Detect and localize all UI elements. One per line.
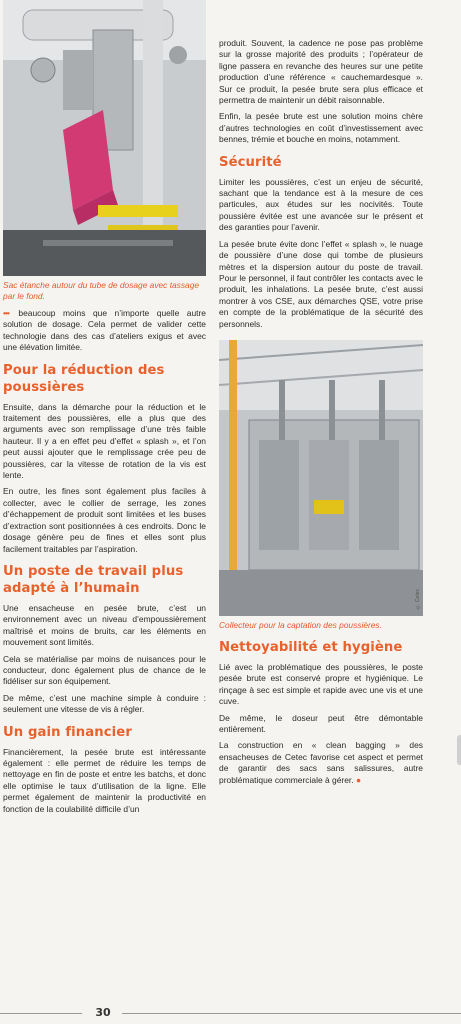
intro-paragraph (3, 308, 206, 354)
page-edge-tab (457, 735, 461, 765)
section-heading: Un poste de travail plus adapté à l’humain (3, 563, 184, 596)
figure-dust-collector-photo (219, 340, 423, 616)
footer-rule-right (122, 1013, 461, 1014)
bagging-machine-illustration (3, 0, 206, 276)
section-heading: Pour la réduction des poussières (3, 362, 165, 395)
paragraph: Lié avec la problématique des poussières, le poste pesée brute est conservé propre et hygiénique. Le rinçage à sec est simple et rapide avec une vis et une cuve. (219, 661, 423, 707)
paragraph: Cela se matérialise par moins de nuisances pour le conducteur, donc également plus de chance de le fidéliser sur son équipement. (3, 653, 206, 687)
paragraph: Une ensacheuse en pesée brute, c’est un environnement avec un niveau d’empoussièrement maîtrisé et moins de bruits, car les éléments en mouvement sont limités. (3, 602, 206, 648)
paragraph: Enfin, la pesée brute est une solution moins chère d’autres technologies en coût d’investissement avec bennes, trémie et bouche en moins, notamment. (219, 111, 423, 145)
photo-credit: © Cetec (198, 249, 204, 270)
paragraph: Limiter les poussières, c’est un enjeu de sécurité, sachant que la tendance est à la mesure de ces particules, aux études sur les nocivités. Toute poussière évitée est une avancée sur le présent et des garanties pour l’avenir. (219, 176, 423, 233)
figure-caption: Sac étanche autour du tube de dosage avec tassage par le fond. (3, 280, 200, 301)
paragraph (219, 740, 423, 786)
page-footer (0, 1006, 461, 1020)
intro-text: beaucoup moins que n’importe quelle autre solution de dosage. Cela permet de valider cette technologie dans des cas d’ateliers exigus et avec une élévation limitée. (3, 308, 206, 353)
paragraph: La pesée brute évite donc l’effet « splash », le nuage de poussière d’une dose qui tombe de plusieurs mètres et la dispersion autour du poste de travail. Pour le personnel, il faut contrôler les contacts avec le produit, les inhalations. La pesée brute, c’est aussi montrer à vos CSE, aux démarches QSE, votre prise en compte de la problématique de la sécurité des personnels. (219, 238, 423, 329)
paragraph: De même, c’est une machine simple à conduire : seulement une vitesse de vis à régler. (3, 692, 206, 715)
paragraph: produit. Souvent, la cadence ne pose pas problème sur la grosse majorité des produits ; l’opérateur de ligne passera en revanche des heures sur une petite production d’une référence « cauchemardesque ». Sur ce produit, la pesée brute sera plus efficace et permettra de maintenir un débit raisonnable. (219, 38, 423, 106)
dust-collector-illustration (219, 340, 423, 616)
page-number: 30 (95, 1006, 111, 1019)
section-heading-hygiene: Nettoyabilité et hygiène (219, 639, 403, 655)
figure-bagging-machine-photo (3, 0, 206, 276)
end-mark-icon: ● (355, 774, 362, 785)
paragraph-text: La construction en « clean bagging » des ensacheuses de Cetec favorise cet aspect et permet de garantir des sacs sans salissures, autre problématique commerciale à gérer. (219, 740, 423, 785)
left-column (3, 0, 206, 820)
continuation-marker: ••• (3, 308, 9, 318)
photo-credit: © Cetec (415, 589, 421, 610)
paragraph: Ensuite, dans la démarche pour la réduction et le traitement des poussières, elle a plus que des arguments avec son remplissage d’une très faible hauteur. Il y a en effet peu d’effet « splash », et l’on peut aussi ajouter que le remplissage crée peu de poussières, car la vitesse de rotation de la vis est lente. (3, 401, 206, 481)
footer-rule-left (0, 1013, 82, 1014)
section-heading: Un gain financier (3, 724, 132, 740)
section-heading-securite: Sécurité (219, 154, 282, 170)
paragraph: De même, le doseur peut être démontable entièrement. (219, 712, 423, 734)
paragraph: En outre, les fines sont également plus faciles à collecter, avec le collier de serrage, les zones d’échappement de produit sont limitées et les buses d’extraction sont positionnées à ces endroits. Donc le dosage génère peu de fines et elles sont plus facilement traitables par l’aspiration. (3, 486, 206, 554)
paragraph: Financièrement, la pesée brute est intéressante également : elle permet de réduire les temps de nettoyage en fin de poste et entre les batchs, et donc elle optimise le taux d’utilisation de la ligne. Elle permet également de maintenir la productivité en fonction de la coulabilité difficile d’un (3, 746, 206, 814)
right-column (219, 0, 423, 791)
figure-caption: Collecteur pour la captation des poussières. (219, 619, 382, 630)
